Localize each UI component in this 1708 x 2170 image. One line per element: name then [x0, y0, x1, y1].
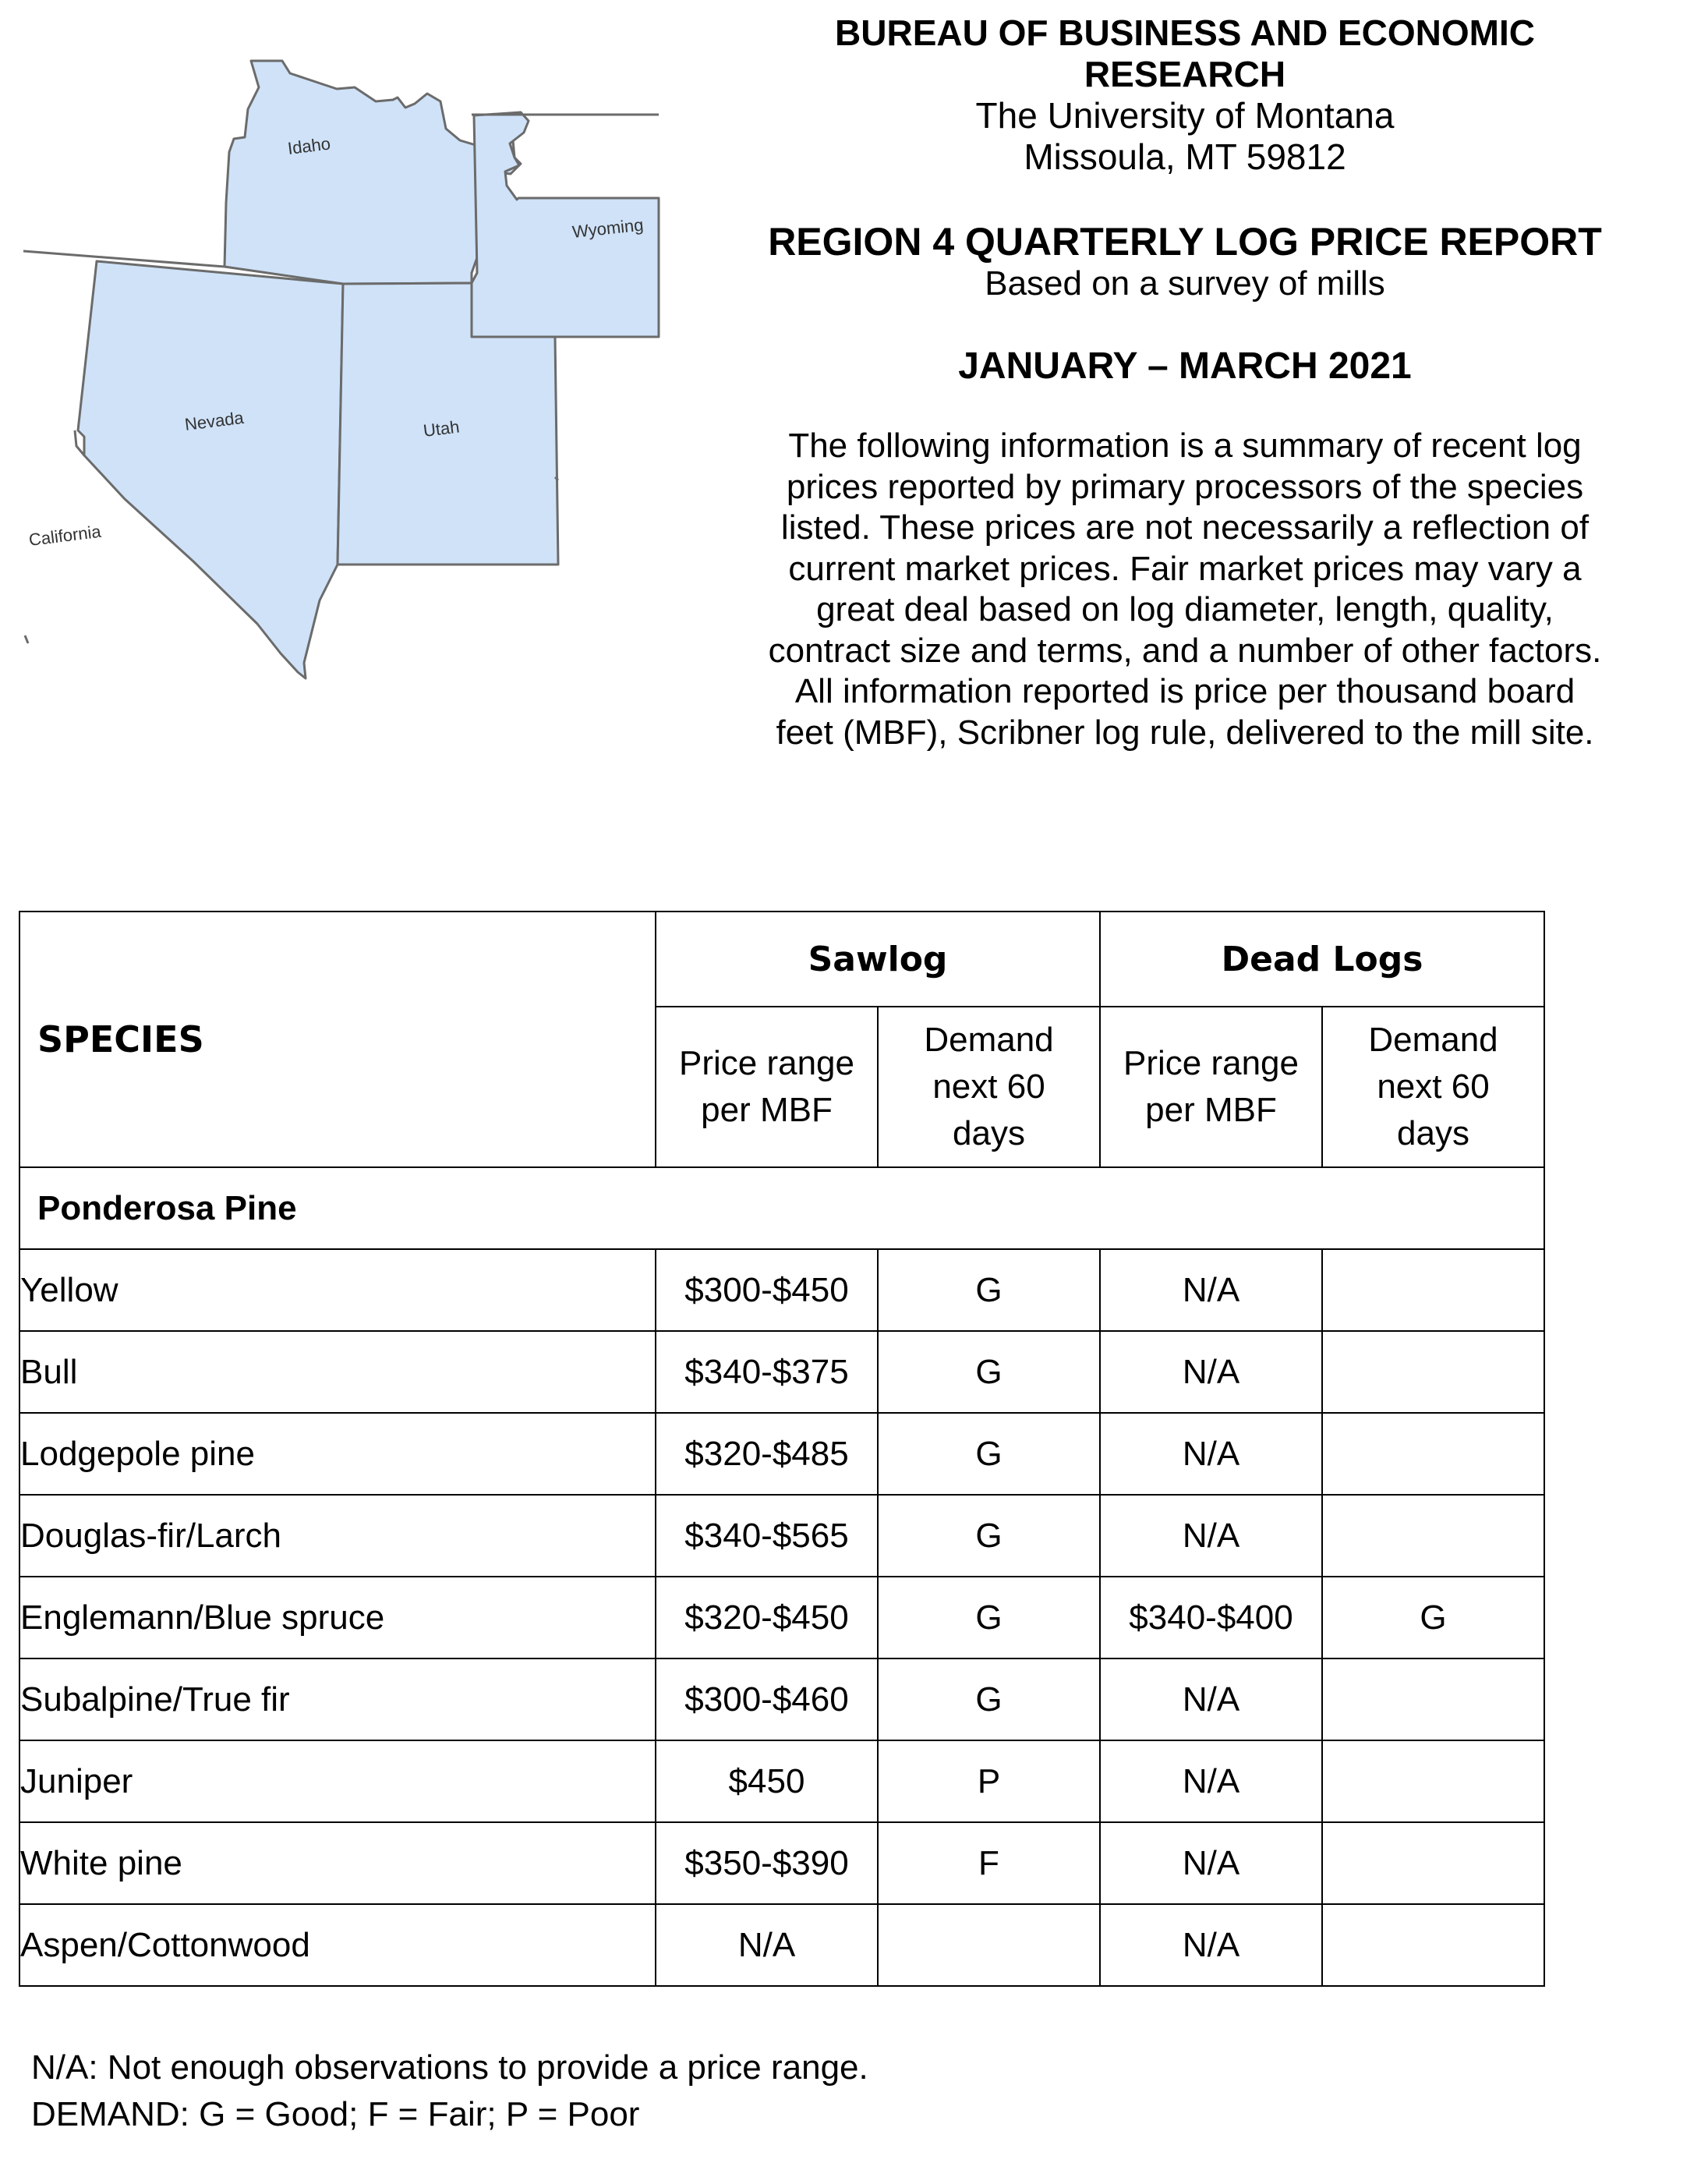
sawlog-demand-cell: G — [878, 1413, 1100, 1495]
species-cell: Bull — [19, 1331, 656, 1413]
description-line: The following information is a summary of recent log — [788, 427, 1582, 465]
footnote-na: N/A: Not enough observations to provide a price range. — [31, 2048, 868, 2087]
nevada-label: Nevada — [183, 407, 245, 434]
sawlog-price-cell: $350-$390 — [656, 1822, 878, 1904]
dead-demand-cell — [1322, 1249, 1544, 1331]
sawlog-demand-header: Demand next 60 days — [878, 1007, 1100, 1167]
dead-demand-cell: G — [1322, 1577, 1544, 1658]
org-name-line2: RESEARCH — [1084, 54, 1286, 94]
footnotes — [31, 2044, 868, 2138]
org-name-line1: BUREAU OF BUSINESS AND ECONOMIC — [835, 12, 1535, 53]
description-line: prices reported by primary processors of the species — [786, 467, 1584, 506]
dead-price-header: Price range per MBF — [1100, 1007, 1322, 1167]
table-group-row — [19, 1167, 1544, 1249]
university: The University of Montana — [975, 95, 1395, 136]
sawlog-demand-cell: G — [878, 1577, 1100, 1658]
species-cell: White pine — [19, 1822, 656, 1904]
description-line: feet (MBF), Scribner log rule, delivered to the mill site. — [776, 713, 1594, 752]
species-cell: Lodgepole pine — [19, 1413, 656, 1495]
table-row — [19, 1658, 1544, 1740]
report-subtitle: Based on a survey of mills — [985, 264, 1385, 303]
log-price-table — [19, 911, 1545, 1987]
species-cell: Juniper — [19, 1740, 656, 1822]
species-cell: Yellow — [19, 1249, 656, 1331]
table-row — [19, 1495, 1544, 1577]
dead-demand-cell — [1322, 1904, 1544, 1986]
sawlog-price-cell: $340-$375 — [656, 1331, 878, 1413]
dead-demand-cell — [1322, 1658, 1544, 1740]
table-row — [19, 1822, 1544, 1904]
sawlog-price-cell: $340-$565 — [656, 1495, 878, 1577]
sawlog-header: Sawlog — [656, 912, 1100, 1007]
sawlog-price-cell: $320-$485 — [656, 1413, 878, 1495]
wyoming-label: Wyoming — [571, 214, 645, 242]
dead-demand-cell — [1322, 1740, 1544, 1822]
california-label: California — [27, 521, 102, 550]
description-line: contract size and terms, and a number of other factors. — [768, 631, 1602, 670]
species-cell: Aspen/Cottonwood — [19, 1904, 656, 1986]
dead-price-cell: N/A — [1100, 1822, 1322, 1904]
report-header — [733, 12, 1637, 753]
description-line: great deal based on log diameter, length, quality, — [816, 590, 1554, 628]
dead-demand-cell — [1322, 1331, 1544, 1413]
sawlog-demand-cell: G — [878, 1331, 1100, 1413]
dead-price-cell: N/A — [1100, 1331, 1322, 1413]
sawlog-price-header: Price range per MBF — [656, 1007, 878, 1167]
report-description — [733, 426, 1637, 753]
dead-price-cell: N/A — [1100, 1495, 1322, 1577]
dead-price-cell: N/A — [1100, 1249, 1322, 1331]
sawlog-demand-cell — [878, 1904, 1100, 1986]
dead-price-cell: N/A — [1100, 1904, 1322, 1986]
report-period: JANUARY – MARCH 2021 — [958, 345, 1412, 387]
species-cell: Englemann/Blue spruce — [19, 1577, 656, 1658]
table-row — [19, 1249, 1544, 1331]
dead-demand-cell — [1322, 1822, 1544, 1904]
sawlog-price-cell: N/A — [656, 1904, 878, 1986]
dead-demand-header: Demand next 60 days — [1322, 1007, 1544, 1167]
sawlog-price-cell: $450 — [656, 1740, 878, 1822]
table-row — [19, 1904, 1544, 1986]
sawlog-demand-cell: F — [878, 1822, 1100, 1904]
sawlog-price-cell: $320-$450 — [656, 1577, 878, 1658]
table-row — [19, 1413, 1544, 1495]
region-map — [0, 47, 686, 686]
species-cell: Douglas-fir/Larch — [19, 1495, 656, 1577]
dead-logs-header: Dead Logs — [1100, 912, 1544, 1007]
table-header-row — [19, 912, 1544, 1007]
dead-demand-cell — [1322, 1413, 1544, 1495]
sawlog-price-cell: $300-$450 — [656, 1249, 878, 1331]
sawlog-demand-cell: G — [878, 1658, 1100, 1740]
address: Missoula, MT 59812 — [1024, 136, 1346, 177]
report-title: REGION 4 QUARTERLY LOG PRICE REPORT — [768, 220, 1602, 264]
species-header: SPECIES — [19, 912, 656, 1167]
dead-price-cell: N/A — [1100, 1740, 1322, 1822]
group-label: Ponderosa Pine — [19, 1167, 1544, 1249]
region-map-svg — [0, 47, 686, 686]
description-line: listed. These prices are not necessarily a reflection of — [780, 508, 1590, 547]
table-row — [19, 1331, 1544, 1413]
footnote-demand: DEMAND: G = Good; F = Fair; P = Poor — [31, 2095, 640, 2133]
sawlog-demand-cell: P — [878, 1740, 1100, 1822]
sawlog-demand-cell: G — [878, 1249, 1100, 1331]
table-row — [19, 1577, 1544, 1658]
species-cell: Subalpine/True fir — [19, 1658, 656, 1740]
dead-price-cell: $340-$400 — [1100, 1577, 1322, 1658]
description-line: current market prices. Fair market prices may vary a — [788, 549, 1582, 588]
description-line: All information reported is price per thousand board — [794, 672, 1575, 710]
sawlog-price-cell: $300-$460 — [656, 1658, 878, 1740]
utah-label: Utah — [422, 416, 461, 441]
dead-demand-cell — [1322, 1495, 1544, 1577]
dead-price-cell: N/A — [1100, 1658, 1322, 1740]
idaho-label: Idaho — [286, 133, 332, 158]
nevada-shape — [78, 261, 343, 678]
table-row — [19, 1740, 1544, 1822]
sawlog-demand-cell: G — [878, 1495, 1100, 1577]
dead-price-cell: N/A — [1100, 1413, 1322, 1495]
